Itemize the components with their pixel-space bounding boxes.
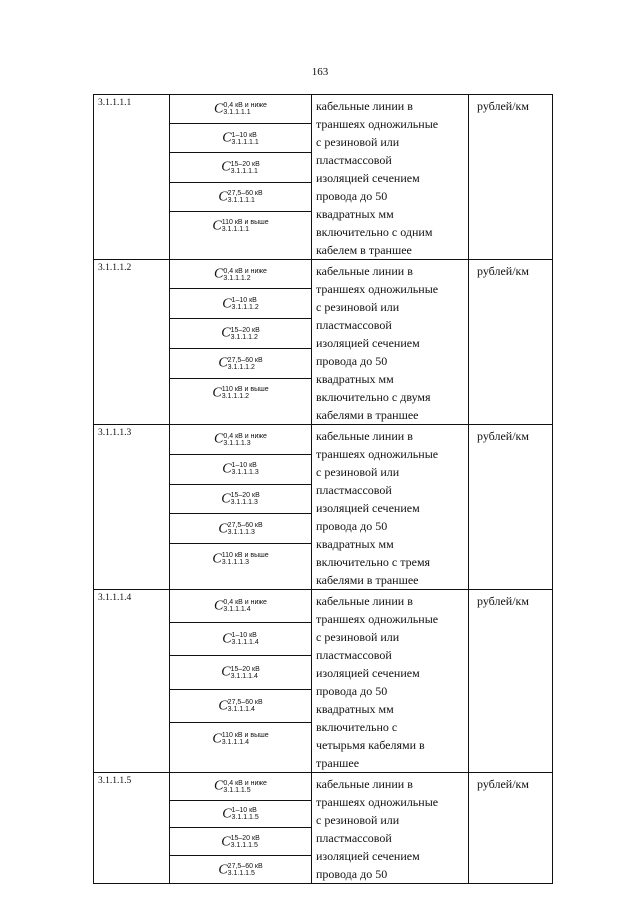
formula-symbol: C	[222, 461, 232, 477]
formula-subscript: 3.1.1.1.1	[221, 226, 249, 234]
formula-indices	[222, 732, 269, 746]
formula-slot	[170, 319, 311, 349]
formula-slot	[170, 773, 311, 800]
formula-indices	[223, 102, 267, 116]
formula-symbol: C	[214, 778, 224, 794]
formula-superscript: 110 кВ и выше	[221, 552, 269, 559]
formula-subscript: 3.1.1.1.3	[221, 559, 249, 566]
formula-row	[170, 95, 311, 124]
formula-subscript: 3.1.1.1.3	[230, 499, 258, 507]
formula-slot	[170, 514, 311, 544]
formula-superscript: 15–20 кВ	[230, 326, 260, 334]
formula-indices	[223, 433, 267, 447]
cost-formula	[222, 806, 259, 822]
description-line: с резиновой или	[316, 135, 400, 149]
description-line: с резиновой или	[316, 300, 400, 314]
formula-list	[170, 425, 311, 573]
description-line: пластмассовой	[316, 318, 392, 332]
description-line: четырьмя кабелями в	[316, 738, 425, 752]
formula-symbol: C	[222, 631, 232, 647]
formula-slot	[170, 260, 311, 289]
formula-list	[170, 95, 311, 240]
row-description	[312, 773, 469, 884]
formula-slot	[170, 124, 311, 153]
formula-subscript: 3.1.1.1.4	[223, 606, 251, 614]
row-code: 3.1.1.1.5	[94, 773, 170, 884]
row-unit: рублей/км	[469, 590, 553, 773]
formula-subscript: 3.1.1.1.1	[231, 138, 259, 146]
formula-slot	[170, 95, 311, 124]
formula-superscript: 15–20 кВ	[230, 665, 260, 673]
description-line: изоляцией сечением	[316, 171, 420, 185]
formula-symbol: C	[221, 491, 231, 507]
formula-indices	[232, 632, 259, 646]
formula-row	[170, 289, 311, 319]
description-line: пластмассовой	[316, 648, 392, 662]
formula-symbol: C	[214, 266, 224, 282]
formula-slot	[170, 211, 311, 240]
formula-subscript: 3.1.1.1.1	[227, 197, 255, 205]
description-line: с резиновой или	[316, 465, 400, 479]
row-description	[312, 425, 469, 590]
cost-formula	[218, 862, 262, 878]
formula-row	[170, 590, 311, 622]
description-line: кабелями в траншее	[316, 408, 419, 422]
formula-indices	[231, 161, 260, 175]
formula-slot	[170, 656, 311, 689]
formula-superscript: 1–10 кВ	[231, 807, 257, 815]
formula-superscript: 1–10 кВ	[231, 632, 257, 640]
formula-subscript: 3.1.1.1.4	[230, 672, 258, 680]
formula-slot	[170, 856, 311, 883]
formula-row	[170, 656, 311, 689]
row-unit: рублей/км	[469, 773, 553, 884]
formula-indices	[222, 219, 269, 233]
formula-subscript: 3.1.1.1.2	[231, 304, 259, 312]
description-line: включительно с одним	[316, 225, 433, 239]
formula-indices	[228, 522, 263, 536]
formula-row	[170, 856, 311, 883]
formula-indices	[228, 699, 263, 713]
formula-superscript: 27,5–60 кВ	[227, 863, 263, 870]
formula-symbol: C	[214, 431, 224, 447]
table-row	[94, 260, 553, 425]
formula-symbol: C	[222, 806, 232, 822]
formula-subscript: 3.1.1.1.5	[230, 842, 258, 850]
formula-indices	[223, 780, 267, 794]
description-line: квадратных мм	[316, 702, 394, 716]
formula-indices	[228, 357, 263, 371]
formula-superscript: 110 кВ и выше	[221, 386, 269, 394]
cost-formula	[218, 355, 262, 371]
description-line: с резиновой или	[316, 630, 400, 644]
formula-indices	[222, 386, 269, 400]
formula-list	[170, 260, 311, 407]
formula-row	[170, 723, 311, 756]
description-line: пластмассовой	[316, 153, 392, 167]
cost-formula	[212, 385, 268, 401]
formula-superscript: 0,4 кВ и ниже	[223, 102, 267, 110]
formula-symbol: C	[221, 159, 231, 175]
formula-row	[170, 260, 311, 289]
formula-symbol: C	[221, 834, 231, 850]
description-line: траншеях одножильные	[316, 612, 439, 626]
formula-row	[170, 773, 311, 800]
formula-symbol: C	[218, 698, 228, 714]
formula-row	[170, 319, 311, 349]
description-line: кабельные линии в	[316, 429, 413, 443]
table-row	[94, 590, 553, 773]
formula-symbol: C	[222, 130, 232, 146]
cost-formula	[222, 130, 259, 146]
formula-slot	[170, 182, 311, 211]
formula-row	[170, 622, 311, 655]
formula-superscript: 0,4 кВ и ниже	[223, 779, 267, 787]
description-line: траншеях одножильные	[316, 117, 439, 131]
formula-symbol: C	[221, 325, 231, 341]
formula-subscript: 3.1.1.1.3	[227, 529, 255, 537]
description-line: траншеях одножильные	[316, 795, 439, 809]
formula-symbol: C	[212, 385, 222, 401]
formula-superscript: 15–20 кВ	[230, 835, 260, 843]
formula-symbol: C	[218, 862, 228, 877]
formula-subscript: 3.1.1.1.4	[227, 706, 255, 714]
formula-subscript: 3.1.1.1.3	[223, 439, 251, 447]
formula-slot	[170, 723, 311, 756]
description-line: провода до 50	[316, 684, 388, 698]
formula-symbol: C	[212, 218, 222, 234]
formula-row	[170, 514, 311, 544]
cost-formula	[221, 664, 260, 680]
formula-symbol: C	[222, 296, 232, 312]
formula-indices	[223, 268, 267, 282]
row-unit: рублей/км	[469, 425, 553, 590]
formula-cell	[170, 95, 312, 260]
formula-row	[170, 348, 311, 378]
formula-row	[170, 544, 311, 573]
description-line: провода до 50	[316, 354, 388, 368]
formula-slot	[170, 828, 311, 856]
formula-row	[170, 124, 311, 153]
formula-subscript: 3.1.1.1.5	[227, 870, 255, 877]
formula-cell	[170, 260, 312, 425]
formula-superscript: 27,5–60 кВ	[227, 190, 263, 198]
formula-subscript: 3.1.1.1.5	[223, 786, 251, 794]
row-description	[312, 95, 469, 260]
formula-symbol: C	[218, 355, 228, 371]
formula-superscript: 27,5–60 кВ	[227, 699, 263, 707]
description-line: кабельные линии в	[316, 264, 413, 278]
formula-superscript: 0,4 кВ и ниже	[223, 599, 267, 607]
formula-superscript: 110 кВ и выше	[221, 732, 269, 740]
description-line: изоляцией сечением	[316, 666, 420, 680]
formula-superscript: 0,4 кВ и ниже	[223, 267, 267, 275]
formula-superscript: 15–20 кВ	[230, 160, 260, 168]
formula-subscript: 3.1.1.1.2	[227, 363, 255, 371]
description-line: включительно с тремя	[316, 555, 431, 569]
formula-indices	[232, 462, 259, 476]
formula-indices	[231, 327, 260, 341]
formula-row	[170, 689, 311, 722]
cost-formula	[222, 461, 259, 477]
formula-subscript: 3.1.1.1.3	[231, 469, 259, 477]
description-line: кабельные линии в	[316, 99, 413, 113]
cost-formula	[218, 521, 262, 537]
formula-indices	[231, 835, 260, 849]
formula-row	[170, 454, 311, 484]
formula-slot	[170, 153, 311, 182]
cost-formula	[214, 778, 267, 794]
table-row	[94, 95, 553, 260]
description-line: траншее	[316, 756, 360, 770]
cost-formula	[221, 159, 260, 175]
formula-cell	[170, 590, 312, 773]
formula-subscript: 3.1.1.1.1	[223, 109, 251, 117]
description-line: изоляцией сечением	[316, 336, 420, 350]
tariff-table	[93, 94, 553, 884]
formula-superscript: 110 кВ и выше	[221, 219, 269, 227]
formula-symbol: C	[212, 551, 222, 566]
cost-formula	[222, 631, 259, 647]
description-line: включительно с	[316, 720, 398, 734]
description-line: траншеях одножильные	[316, 282, 439, 296]
description-line: кабельные линии в	[316, 594, 413, 608]
formula-symbol: C	[214, 101, 224, 117]
tariff-table-body	[94, 95, 553, 884]
formula-indices	[232, 297, 259, 311]
cost-formula	[218, 189, 262, 205]
formula-symbol: C	[218, 189, 228, 205]
formula-slot	[170, 454, 311, 484]
formula-superscript: 1–10 кВ	[231, 297, 257, 305]
formula-indices	[228, 863, 263, 877]
formula-indices	[232, 807, 259, 821]
formula-subscript: 3.1.1.1.4	[231, 639, 259, 647]
description-line: с резиновой или	[316, 813, 400, 827]
formula-slot	[170, 689, 311, 722]
formula-superscript: 15–20 кВ	[230, 492, 260, 500]
cost-formula	[222, 296, 259, 312]
formula-subscript: 3.1.1.1.1	[230, 167, 258, 175]
row-code: 3.1.1.1.1	[94, 95, 170, 260]
row-code: 3.1.1.1.3	[94, 425, 170, 590]
description-line: пластмассовой	[316, 831, 392, 845]
formula-slot	[170, 544, 311, 573]
description-line: квадратных мм	[316, 537, 394, 551]
row-code: 3.1.1.1.2	[94, 260, 170, 425]
formula-row	[170, 182, 311, 211]
description-line: квадратных мм	[316, 372, 394, 386]
formula-slot	[170, 800, 311, 828]
cost-formula	[221, 491, 260, 507]
description-line: изоляцией сечением	[316, 849, 420, 863]
formula-row	[170, 425, 311, 454]
page-number: 163	[311, 66, 329, 78]
description-line: квадратных мм	[316, 207, 394, 221]
formula-row	[170, 800, 311, 828]
formula-subscript: 3.1.1.1.2	[230, 333, 258, 341]
formula-row	[170, 211, 311, 240]
formula-list	[170, 590, 311, 755]
formula-slot	[170, 348, 311, 378]
formula-indices	[232, 132, 259, 146]
table-row	[94, 773, 553, 884]
formula-slot	[170, 289, 311, 319]
cost-formula	[212, 218, 268, 234]
formula-row	[170, 378, 311, 407]
formula-subscript: 3.1.1.1.2	[223, 274, 251, 282]
cost-formula	[212, 551, 268, 567]
formula-row	[170, 828, 311, 856]
cost-formula	[218, 698, 262, 714]
cost-formula	[214, 266, 267, 282]
formula-indices	[223, 599, 267, 613]
formula-list	[170, 773, 311, 883]
description-line: включительно с двумя	[316, 390, 431, 404]
formula-slot	[170, 590, 311, 622]
formula-superscript: 27,5–60 кВ	[227, 356, 263, 364]
formula-slot	[170, 622, 311, 655]
formula-subscript: 3.1.1.1.4	[221, 739, 249, 747]
description-line: кабелем в траншее	[316, 243, 412, 257]
cost-formula	[221, 325, 260, 341]
cost-formula	[214, 101, 267, 117]
formula-superscript: 1–10 кВ	[231, 131, 257, 139]
formula-row	[170, 153, 311, 182]
row-description	[312, 590, 469, 773]
cost-formula	[212, 731, 268, 747]
formula-row	[170, 484, 311, 514]
formula-subscript: 3.1.1.1.5	[231, 814, 259, 822]
formula-symbol: C	[218, 521, 228, 537]
cost-formula	[221, 834, 260, 850]
description-line: пластмассовой	[316, 483, 392, 497]
formula-superscript: 27,5–60 кВ	[227, 522, 263, 530]
formula-superscript: 1–10 кВ	[231, 462, 257, 470]
cost-formula	[214, 431, 267, 447]
formula-indices	[231, 492, 260, 506]
table-row	[94, 425, 553, 590]
description-line: кабелями в траншее	[316, 573, 419, 587]
formula-subscript: 3.1.1.1.2	[221, 393, 249, 401]
formula-slot	[170, 425, 311, 454]
row-unit: рублей/км	[469, 260, 553, 425]
row-description	[312, 260, 469, 425]
cost-formula	[214, 598, 267, 614]
description-line: траншеях одножильные	[316, 447, 439, 461]
row-code: 3.1.1.1.4	[94, 590, 170, 773]
formula-cell	[170, 773, 312, 884]
formula-indices	[231, 666, 260, 680]
formula-slot	[170, 378, 311, 407]
description-line: изоляцией сечением	[316, 501, 420, 515]
row-unit: рублей/км	[469, 95, 553, 260]
formula-indices	[228, 190, 263, 204]
formula-superscript: 0,4 кВ и ниже	[223, 432, 267, 440]
formula-cell	[170, 425, 312, 590]
description-line: провода до 50	[316, 519, 388, 533]
description-line: провода до 50	[316, 189, 388, 203]
formula-symbol: C	[214, 598, 224, 614]
formula-slot	[170, 484, 311, 514]
formula-symbol: C	[221, 664, 231, 680]
formula-indices	[222, 552, 269, 566]
formula-symbol: C	[212, 731, 222, 747]
description-line: кабельные линии в	[316, 777, 413, 791]
description-line: провода до 50	[316, 867, 388, 881]
